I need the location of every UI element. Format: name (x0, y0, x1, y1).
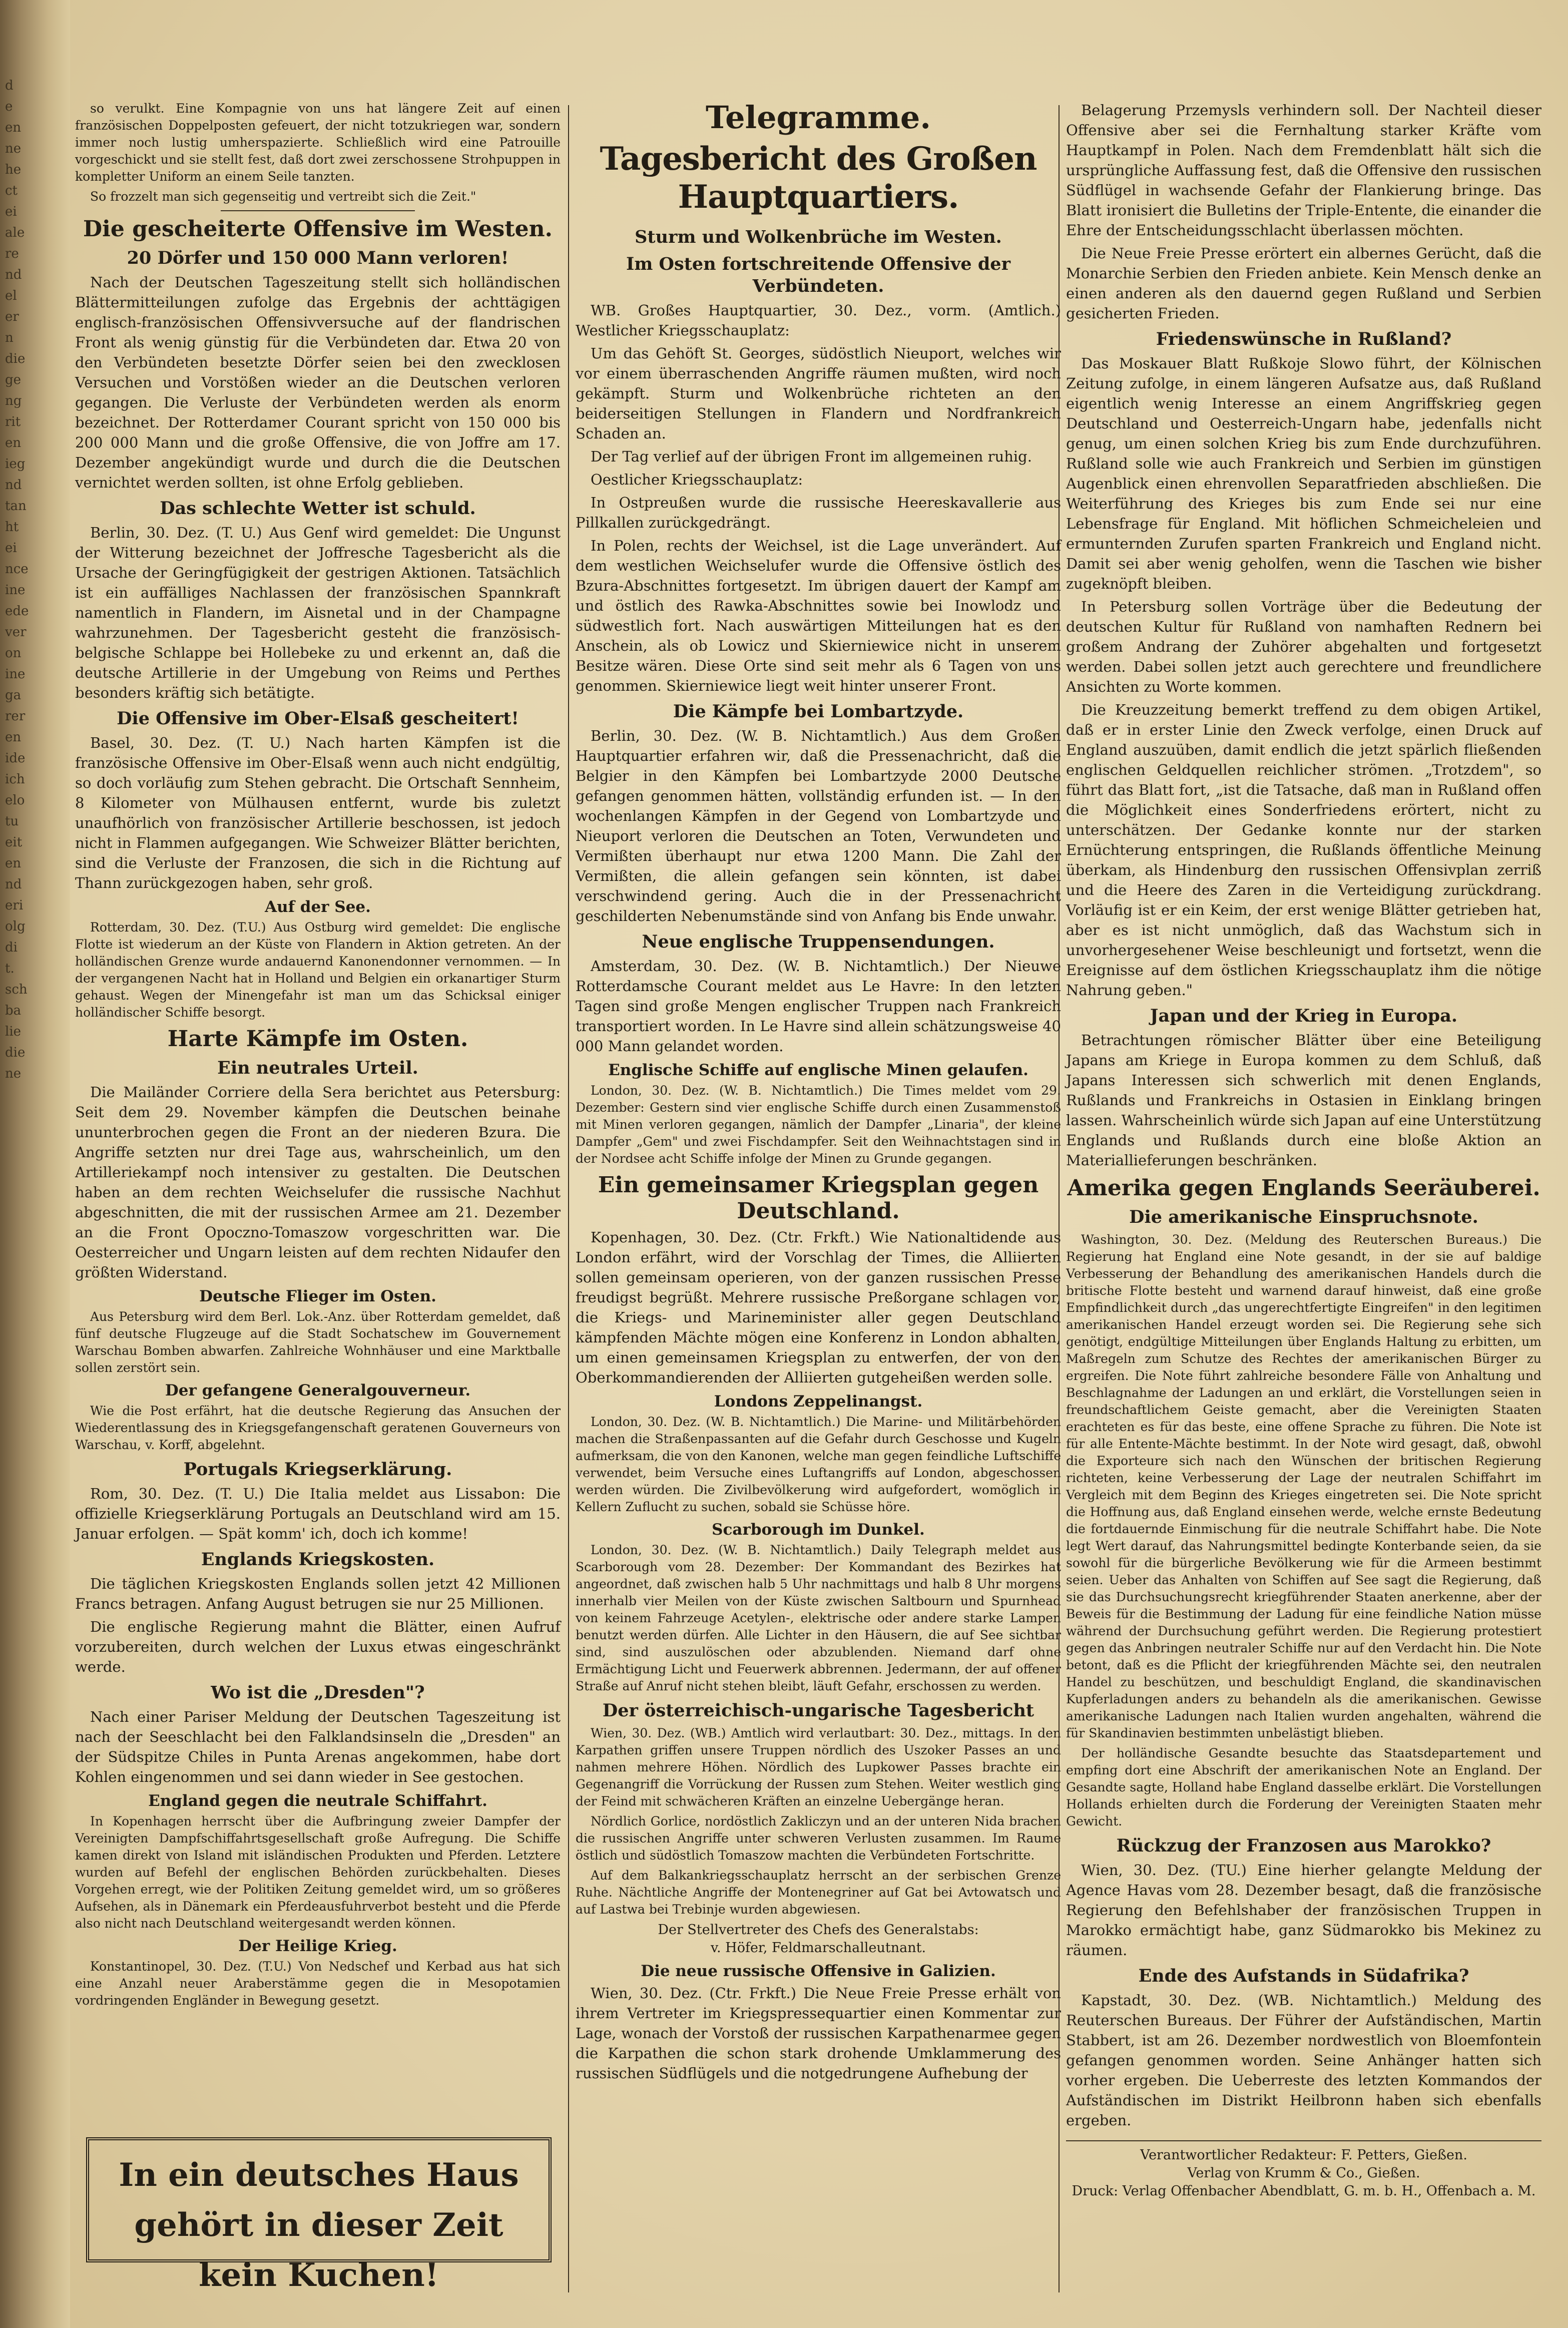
headline-troops: Neue englische Truppensendungen. (642, 932, 995, 952)
edge-fragment: er (5, 309, 19, 324)
edge-fragment: die (5, 351, 26, 366)
separator (221, 210, 415, 211)
article-text: Die Neue Freie Presse erörtert ein albernes Gerücht, daß die Monarchie Serbien den Frieden anbiete. Kein Mensch denke an einen anderen als den dauernd gegen Rußland und Serbien gesicherten Frieden. (1066, 245, 1541, 322)
report-title: Tagesbericht des Großen Hauptquartiers. (600, 140, 1037, 216)
edge-fragment: die (5, 1045, 26, 1060)
headline-holy-war: Der Heilige Krieg. (238, 1937, 397, 1955)
article-text: In Ostpreußen wurde die russische Heereskavallerie aus Pillkallen zurückgedrängt. (576, 494, 1061, 531)
headline-dresden: Wo ist die „Dresden"? (211, 1682, 425, 1703)
edge-fragment: ne (5, 141, 22, 156)
edge-fragment: ei (5, 204, 17, 219)
article-text: In Kopenhagen herrscht über die Aufbringung zweier Dampfer der Vereinigten Dampfschiffahrtsgesellschaft große Aufregung. Die Schiffe kamen direkt von Island mit isländischen Produkten und Pferden. Letztere wurden auf Befehl der englischen Behörden zurückbehalten. Dieses Vorgehen erregt, wie der Politiken Zeitung gemeldet wird, um so größeres Aufsehen, als in Dänemark ein Pferdeausfuhrverbot besteht und die Pferde also nicht nach Deutschland weitergesandt werden können. (75, 1814, 561, 1931)
edge-fragment: tan (5, 499, 27, 514)
headline-portugal: Portugals Kriegserklärung. (183, 1459, 452, 1480)
headline-peace-russia: Friedenswünsche in Rußland? (1156, 329, 1452, 349)
article-text: Rotterdam, 30. Dez. (T.U.) Aus Ostburg wird gemeldet: Die englische Flotte ist wiederum an der Küste von Flandern in Aktion getreten. An der holländischen Grenze wurde andauernd Kanonendonner vernommen. — In der vergangenen Nacht hat in Holland und Belgien ein orkanartiger Sturm gehaust. Wegen der Minengefahr ist man um das Schicksal einiger holländischer Schiffe besorgt. (75, 920, 561, 1020)
edge-fragment: di (5, 940, 18, 955)
edge-fragment: nd (5, 877, 22, 892)
edge-fragment: ng (5, 393, 22, 408)
headline-austria-report: Der österreichisch-ungarische Tagesbericht (602, 1700, 1034, 1721)
edge-fragment: ide (5, 751, 26, 766)
subheadline-offensive-east: Im Osten fortschreitende Offensive der Verbündeten. (626, 254, 1011, 296)
previous-page-edge-text (5, 75, 53, 2302)
headline-zeppelin: Londons Zeppelinangst. (714, 1392, 923, 1411)
edge-fragment: ine (5, 667, 26, 682)
article-text: Berlin, 30. Dez. (W. B. Nichtamtlich.) Aus dem Großen Hauptquartier erfahren wir, daß die Pressenachricht, daß die Belgier in den Kämpfen bei Lombartzyde 2000 Deutsche gefangen genommen hätten, vollständig erfunden ist. — In den wochenlangen Kämpfen in der Gegend von Lombartzyde und Nieuport verloren die Deutschen an Toten, Verwundeten und Vermißten überhaupt nur etwa 1200 Mann. Die Zahl der Vermißten, die allein gefangen sein könnten, ist dabei verschwindend gering. Auch die in der Pressenachricht geschilderten Nebenumstände sind von Anfang bis Ende unwahr. (576, 727, 1061, 924)
edge-fragment: ede (5, 604, 29, 619)
article-text: Basel, 30. Dez. (T. U.) Nach harten Kämpfen ist die französische Offensive im Ober-Elsaß wenn auch nicht endgültig, so doch vorläufig zum Stehen gebracht. Die Ortschaft Sennheim, 8 Kilometer von Mülhausen entfernt, wurde bis zuletzt unaufhörlich von französischer Artillerie beschossen, ist jedoch nicht in Flammen aufgegangen. Wie Schweizer Blätter berichten, sind die Verluste der Franzosen, die sich in die Richtung auf Thann zurückgezogen haben, sehr groß. (75, 734, 561, 891)
edge-fragment: n (5, 330, 14, 345)
article-text: London, 30. Dez. (W. B. Nichtamtlich.) Die Times meldet vom 29. Dezember: Gestern sind vier englische Schiffe durch einen Zusammenstoß mit Minen verloren gegangen, nämlich der Dampfer „Linaria", der kleine Dampfer „Gem" und zwei Fischdampfer. Seit den Weihnachtstagen sind in der Nordsee acht Schiffe infolge der Minen zu Grunde gegangen. (576, 1083, 1061, 1166)
edge-fragment: en (5, 435, 22, 450)
signature-name: v. Höfer, Feldmarschalleutnant. (710, 1940, 926, 1956)
headline-flyers: Deutsche Flieger im Osten. (199, 1287, 436, 1305)
subheadline-storm: Sturm und Wolkenbrüche im Westen. (635, 227, 1002, 247)
edge-fragment: t. (5, 961, 15, 976)
article-text: Die Mailänder Corriere della Sera berichtet aus Petersburg: Seit dem 29. November kämpfen die Deutschen beinahe ununterbrochen gegen die Front an der niederen Bzura. Die Angriffe setzten nur drei Tage aus, wahrscheinlich, um den Artilleriekampf noch intensiver zu gestalten. Die Deutschen haben an dem rechten Weichselufer die russische Nachhut abgeschnitten, die mit der russischen Armee am 21. Dezember an die Front Opoczno-Tomaszow vorgeschritten war. Die Oesterreicher und Ungarn leisten auf dem rechten Nidaufer den größten Widerstand. (75, 1084, 561, 1281)
edge-fragment: ga (5, 688, 22, 703)
edge-fragment: d (5, 78, 14, 93)
article-text: Die täglichen Kriegskosten Englands sollen jetzt 42 Millionen Francs betragen. Anfang August betrugen sie nur 25 Millionen. (75, 1575, 561, 1612)
imprint-editor: Verantwortlicher Redakteur: F. Petters, Gießen. (1140, 2147, 1467, 2163)
edge-fragment: en (5, 120, 22, 135)
headline-mines: Englische Schiffe auf englische Minen gelaufen. (608, 1061, 1028, 1079)
edge-fragment: olg (5, 919, 26, 934)
edge-fragment: en (5, 730, 22, 745)
article-text: London, 30. Dez. (W. B. Nichtamtlich.) Die Marine- und Militärbehörden machen die Straßenpassanten auf die Gefahr durch Geschosse und Kugeln aufmerksam, die von den Kanonen, welche man gegen feindliche Luftschiffe verwendet, beim Versuche eines Luftangriffs auf London, abgeschossen werden würden. Die Zivilbevölkerung wird aufgefordert, womöglich in Kellern Zuflucht zu suchen, sobald sie Schüsse höre. (576, 1415, 1061, 1514)
edge-fragment: re (5, 246, 19, 261)
edge-fragment: ge (5, 372, 22, 387)
headline-shipping: England gegen die neutrale Schiffahrt. (148, 1792, 487, 1810)
article-text: Kapstadt, 30. Dez. (WB. Nichtamtlich.) Meldung des Reuterschen Bureaus. Der Führer der Aufständischen, Martin Stabbert, ist am 26. Dezember nordwestlich von Bloemfontein gefangen genommen worden. Seine Anhänger hatten sich vorher ergeben. Die Ueberreste des letzten Kommandos der Aufständischen im Distrikt Heilbronn haben sich ebenfalls ergeben. (1066, 1992, 1541, 2129)
headline-galicia: Die neue russische Offensive in Galizien. (641, 1962, 996, 1980)
article-text: Oestlicher Kriegsschauplatz: (591, 471, 803, 488)
headline-east: Harte Kämpfe im Osten. (167, 1026, 468, 1052)
edge-fragment: elo (5, 793, 25, 808)
edge-fragment: eri (5, 898, 24, 913)
article-text: Nach der Deutschen Tageszeitung stellt sich holländischen Blättermitteilungen zufolge das Ergebnis der achttägigen englisch-französischen Offensivversuche auf der flandrischen Front als wenig günstig für die Verbündeten dar. Etwa 20 von den Verbündeten besetzte Dörfer seien bei den zwecklosen Versuchen und Vorstößen wieder an die Deutschen verloren gegangen. Die Verluste der Verbündeten werden als enorm bezeichnet. Der Rotterdamer Courant spricht von 150 000 bis 200 000 Mann und die große Offensive, die von Joffre am 17. Dezember angekündigt wurde und durch die die Deutschen vernichtet werden sollten, ist ohne Erfolg geblieben. (75, 274, 561, 491)
article-text: Wien, 30. Dez. (WB.) Amtlich wird verlautbart: 30. Dez., mittags. In den Karpathen griffen unsere Truppen nördlich des Uszoker Passes an und nahmen mehrere Höhen. Nördlich des Lupkower Passes brachte ein Gegenangriff die Vorrückung der Russen zum Stehen. Weiter westlich ging der Feind mit schwächeren Kräften an einzelne Uebergänge heran. (576, 1726, 1061, 1808)
column-1 (75, 100, 561, 2012)
article-text: Nördlich Gorlice, nordöstlich Zakliczyn und an der unteren Nida brachen die russischen Angriffe unter schweren Verlusten zusammen. Im Raume östlich und südöstlich Tomaszow machten die Verbündeten Fortschritte. (576, 1814, 1061, 1863)
article-text: Wien, 30. Dez. (Ctr. Frkft.) Die Neue Freie Presse erhält von ihrem Vertreter im Kriegspressequartier einen Kommentar zur Lage, wonach der Vorstoß der russischen Karpathenarmee gegen die Karpathen die schon stark drohende Umklammerung des russischen Südflügels und die notgedrungene Aufhebung der (576, 1985, 1061, 2082)
edge-fragment: ct (5, 183, 18, 198)
edge-fragment: ale (5, 225, 25, 240)
article-text: Rom, 30. Dez. (T. U.) Die Italia meldet aus Lissabon: Die offizielle Kriegserklärung Portugals an Deutschland wird am 15. Januar erfolgen. — Spät komm' ich, doch ich komme! (75, 1485, 561, 1542)
boxed-notice: In ein deutsches Haus gehört in dieser Zeit kein Kuchen! (86, 2137, 552, 2262)
edge-fragment: eit (5, 835, 23, 850)
binding-edge (0, 0, 70, 2328)
article-text: Um das Gehöft St. Georges, südöstlich Nieuport, welches wir vor einem überraschenden Angriffe räumen mußten, wird noch gekämpft. Sturm und Wolkenbrüche richteten an den beiderseitigen Stellungen in Flandern und Nordfrankreich Schaden an. (576, 345, 1061, 442)
headline-america: Amerika gegen Englands Seeräuberei. (1067, 1175, 1540, 1201)
subheadline-note: Die amerikanische Einspruchsnote. (1129, 1207, 1478, 1227)
article-text: London, 30. Dez. (W. B. Nichtamtlich.) Daily Telegraph meldet aus Scarborough vom 28. Dezember: Der Kommandant des Bezirkes hat angeordnet, daß zwischen halb 5 Uhr nachmittags und halb 8 Uhr morgens innerhalb vier Meilen von der Küste zwischen Saltbourn und Spurnhead von keinem Fahrzeuge Acetylen-, elektrische oder andere starke Lampen benutzt werden dürfen. Alle Lichter in den Häusern, die auf See sichtbar sind, sind auszulöschen oder abzublenden. Niemand darf ohne Ermächtigung Licht und Feuerwerk abbrennen. Jedermann, der auf offener Straße auf Anruf nicht stehen bleibt, läuft Gefahr, erschossen zu werden. (576, 1543, 1061, 1693)
article-text: Wie die Post erfährt, hat die deutsche Regierung das Ansuchen der Wiederentlassung des in Kriegsgefangenschaft geratenen Gouverneurs von Warschau, v. Korff, abgelehnt. (75, 1404, 561, 1452)
headline-alsace: Die Offensive im Ober-Elsaß gescheitert! (117, 708, 519, 729)
imprint-publisher: Verlag von Krumm & Co., Gießen. (1187, 2165, 1420, 2181)
edge-fragment: he (5, 162, 22, 177)
column-rule-1 (568, 105, 569, 2292)
column-2 (576, 100, 1061, 2086)
article-text: Aus Petersburg wird dem Berl. Lok.-Anz. über Rotterdam gemeldet, daß fünf deutsche Flugzeuge auf die Stadt Sochatschew im Gouvernement Warschau Bomben abwarfen. Zahlreiche Wohnhäuser und eine Marktballe sollen zerstört sein. (75, 1309, 561, 1375)
headline-war-plan: Ein gemeinsamer Kriegsplan gegen Deutschland. (598, 1172, 1039, 1224)
edge-fragment: sch (5, 982, 28, 997)
column-3 (1066, 100, 1541, 2200)
edge-fragment: en (5, 856, 22, 871)
article-text: Washington, 30. Dez. (Meldung des Reuterschen Bureaus.) Die Regierung hat England eine Note gesandt, in der sie auf baldige Verbesserung der Behandlung des amerikanischen Handels durch die britische Flotte besteht und warnend darauf hinweist, daß eine große Empfindlichkeit durch „das ungerechtfertigte Eingreifen" in den legitimen amerikanischen Handel erzeugt worden sei. Die Regierung sehe sich genötigt, endgültige Mitteilungen über Englands Haltung zu erbitten, um Maßregeln zum Schutze des Rechtes der amerikanischen Bürger zu ergreifen. Die Note führt zahlreiche besondere Fälle von Anhaltung und Beschlagnahme der Ladungen an und erklärt, die Vorstellungen seien in freundschaftlichem Geiste gemacht, aber die Vereinigten Staaten erachteten es für das beste, eine offene Sprache zu führen. Die Note ist für alle Entente-Mächte bestimmt. In der Note wird gesagt, daß, obwohl die Exporteure sich nach den Wünschen der britischen Regierung richteten, keine Verbesserung der Lage der neutralen Schiffahrt im Vergleich mit dem Beginn des Krieges eingetreten sei. Die Note spricht die Hoffnung aus, daß England einsehen werde, welche ernste Bedeutung die fortdauernde Einmischung für die neutrale Schiffahrt habe. Die Note legt Wert darauf, das Nahrungsmittel bedingte Konterbande seien, da sie sowohl für die bürgerliche Bevölkerung wie für die Armeen bestimmt seien. Ueber das Anhalten von Schiffen auf See sagt die Regierung, daß sie das Durchsuchungsrecht kriegführender Staaten anerkenne, aber der Beweis für die Bestimmung der Ladung für eine feindliche Nation müsse während der Durchsuchung geführt werden. Die Regierung protestiert gegen das Anbringen neutraler Schiffe nur auf den Verdacht hin. Die Note betont, daß es die Pflicht der kriegführenden Mächte sei, den neutralen Handel zu beschützen, und beschuldigt England, die skandinavischen Kupferladungen anders zu behandeln als die amerikanischen. Gewisse amerikanische Ladungen nach Italien wurden angehalten, während die für Skandinavien bestimmten unbelästigt blieben. (1066, 1232, 1541, 1740)
article-text: Belagerung Przemysls verhindern soll. Der Nachteil dieser Offensive aber sei die Fernhaltung starker Kräfte vom Hauptkampf in Polen. Nach dem Fremdenblatt hält sich die ursprüngliche Auffassung fest, daß die Offensive den russischen Südflügel in wachsende Gefahr der Flankierung bringe. Das Blatt ironisiert die Bulletins der Triple-Entente, die einander die Ehre der Entscheidungsschlacht überlassen möchten. (1066, 102, 1541, 239)
headline-scarborough: Scarborough im Dunkel. (712, 1521, 925, 1539)
edge-fragment: ei (5, 541, 17, 556)
edge-fragment: ne (5, 1066, 22, 1081)
headline-weather: Das schlechte Wetter ist schuld. (160, 498, 476, 519)
article-text: In Polen, rechts der Weichsel, ist die Lage unverändert. Auf dem westlichen Weichselufer wurde die Offensive östlich des Bzura-Abschnittes fortgesetzt. Im übrigen dauert der Kampf am und östlich des Rawka-Abschnittes sowie bei Inowlodz und südwestlich fort. Nach auswärtigen Mitteilungen hat es den Anschein, als ob Lowicz und Skierniewice nicht in unserem Besitze wären. Diese Orte sind seit mehr als 6 Tagen von uns genommen. Skierniewice liegt weit hinter unserer Front. (576, 537, 1061, 694)
headline-lombartzyde: Die Kämpfe bei Lombartzyde. (673, 701, 964, 722)
edge-fragment: ba (5, 1003, 22, 1018)
article-text: Betrachtungen römischer Blätter über eine Beteiligung Japans am Kriege in Europa kommen zu dem Schluß, daß Japans Interessen sich schwerlich mit denen Englands, Rußlands und Frankreichs in Ostasien in Einklang bringen lassen. Wahrscheinlich würde sich Japan auf eine Unterstützung Englands und Rußlands durch eine bloße Aktion an Materiallieferungen beschränken. (1066, 1032, 1541, 1169)
article-text: Die Kreuzzeitung bemerkt treffend zu dem obigen Artikel, daß er in erster Linie den Zweck verfolge, einen Druck auf England auszuüben, damit endlich die jetzt spärlich fließenden englischen Geldquellen reichlicher strömen. „Trotzdem", so führt das Blatt fort, „ist die Tatsache, daß man in Rußland offen die Möglichkeit eines Sonderfriedens erörtert, nicht zu unterschätzen. Der Gedanke konnte nur der starken Ernüchterung entspringen, die Rußlands öffentliche Meinung überkam, als Hindenburg den russischen Offensivplan zerriß und die Heere des Zaren in die Verteidigung zurückdrang. Vorläufig ist er ein Keim, der erst wenige Blätter getrieben hat, aber es ist nicht unmöglich, daß das Wachstum sich in unvorhergesehener Weise beschleunigt und fortsetzt, wenn die Ereignisse auf dem östlichen Kriegsschauplatz ihm die nötige Nahrung geben." (1066, 701, 1541, 999)
edge-fragment: nd (5, 478, 22, 493)
edge-fragment: nd (5, 267, 22, 282)
edge-fragment: rit (5, 414, 21, 429)
edge-fragment: rer (5, 709, 26, 724)
article-text: Das Moskauer Blatt Rußkoje Slowo führt, der Kölnischen Zeitung zufolge, in einem längeren Aufsatze aus, daß Rußland eigentlich wenig Interesse an einem Angriffskrieg gegen Deutschland und Oesterreich-Ungarn habe, jedenfalls nicht genug, um einen solchen Krieg bis zum Ende durchzuführen. Rußland solle wie auch Frankreich und Serbien im günstigen Augenblick einen ehrenvollen Separatfrieden abschließen. Die Weiterführung des Krieges bis zum Ende sei nur eine Lebensfrage für England. Mit höflichen Schmeicheleien und ermunternden Zurufen sparten Frankreich und England nicht. Damit sei aber wenig geholfen, wenn die Taschen wie bisher zugeknöpft bleiben. (1066, 355, 1541, 592)
edge-fragment: tu (5, 814, 19, 829)
article-text: In Petersburg sollen Vorträge über die Bedeutung der deutschen Kultur für Rußland von namhaften Rednern bei großem Andrang der Zuhörer abgehalten und fortgesetzt werden. Dabei sollen jetzt auch gerechtere und freundlichere Ansichten zu Worte kommen. (1066, 598, 1541, 695)
article-text: Die englische Regierung mahnt die Blätter, einen Aufruf vorzubereiten, durch welchen der Luxus etwas eingeschränkt werde. (75, 1618, 561, 1675)
edge-fragment: ich (5, 772, 25, 787)
imprint-printer: Druck: Verlag Offenbacher Abendblatt, G. m. b. H., Offenbach a. M. (1072, 2183, 1536, 2199)
edge-fragment: lie (5, 1024, 22, 1039)
subheadline-villages: 20 Dörfer und 150 000 Mann verloren! (127, 248, 509, 268)
subheadline-neutral: Ein neutrales Urteil. (217, 1058, 418, 1078)
section-masthead: Telegramme. (706, 99, 931, 136)
headline-morocco: Rückzug der Franzosen aus Marokko? (1116, 1835, 1491, 1856)
edge-fragment: ver (5, 625, 27, 640)
article-text: Wien, 30. Dez. (TU.) Eine hierher gelangte Meldung der Agence Havas vom 28. Dezember besagt, daß die französische Regierung den Befehlshaber der französischen Truppen in Marokko ermächtigt habe, ganz Südmarokko bis Mekinez zu räumen. (1066, 1861, 1541, 1959)
headline-offensive-west: Die gescheiterte Offensive im Westen. (83, 216, 553, 242)
article-text: Der holländische Gesandte besuchte das Staatsdepartement und empfing dort eine Abschrift der amerikanischen Note an England. Der Gesandte sagte, Holland habe England dasselbe erklärt. Die Vorstellungen Hollands erhielten durch die Forderung der Vereinigten Staaten mehr Gewicht. (1066, 1746, 1541, 1828)
edge-fragment: ieg (5, 456, 26, 472)
article-text: Berlin, 30. Dez. (T. U.) Aus Genf wird gemeldet: Die Ungunst der Witterung bezeichnet der Joffresche Tagesbericht als die Ursache der Geringfügigkeit der gestrigen Aktionen. Tatsächlich ist ein auffälliges Nachlassen der französischen Spannkraft namentlich in Flandern, im Aisnetal und in der Champagne wahrzunehmen. Der Tagesbericht gesteht die französisch-belgische Schlappe bei Hollebeke zu und erkennt an, daß die deutsche Artillerie in der Umgebung von Reims und Perthes besonders kräftig sich betätigte. (75, 524, 561, 701)
article-text: Nach einer Pariser Meldung der Deutschen Tageszeitung ist nach der Seeschlacht bei den Falklandsinseln die „Dresden" an der Südspitze Chiles in Punta Arenas angekommen, habe dort Kohlen eingenommen und sei dann wieder in See gestochen. (75, 1708, 561, 1785)
article-text: Auf dem Balkankriegsschauplatz herrscht an der serbischen Grenze Ruhe. Nächtliche Angriffe der Montenegriner auf Gat bei Avtowatsch und auf Lastwa bei Trebinje wurden abgewiesen. (576, 1868, 1061, 1917)
headline-war-costs: Englands Kriegskosten. (201, 1549, 435, 1570)
headline-governor: Der gefangene Generalgouverneur. (165, 1381, 471, 1400)
signature-line: Der Stellvertreter des Chefs des Generalstabs: (658, 1922, 979, 1938)
edge-fragment: ine (5, 583, 26, 598)
edge-fragment: e (5, 99, 13, 114)
edge-fragment: el (5, 288, 17, 303)
headline-japan: Japan und der Krieg in Europa. (1150, 1006, 1458, 1026)
article-text: Kopenhagen, 30. Dez. (Ctr. Frkft.) Wie Nationaltidende aus London erfährt, wird der Vorschlag der Times, die Alliierten sollen gemeinsam operieren, von der ganzen russischen Presse freudigst begrüßt. Mehrere russische Preßorgane schlagen vor, die Kriegs- und Marineminister aller gegen Deutschland kämpfenden Mächte mögen eine Konferenz in London abhalten, um einen gemeinsamen Kriegsplan zu entwerfen, der von den Oberkommandierenden der Alliierten gutgeheißen werden solle. (576, 1229, 1061, 1386)
article-text: WB. Großes Hauptquartier, 30. Dez., vorm. (Amtlich.) Westlicher Kriegsschauplatz: (576, 302, 1061, 339)
article-text: Amsterdam, 30. Dez. (W. B. Nichtamtlich.) Der Nieuwe Rotterdamsche Courant meldet aus Le Havre: In den letzten Tagen sind große Mengen englischer Truppen nach Frankreich transportiert worden. In Le Havre sind allein schätzungsweise 40 000 Mann gelandet worden. (576, 958, 1061, 1055)
edge-fragment: nce (5, 562, 29, 577)
headline-south-africa: Ende des Aufstands in Südafrika? (1138, 1966, 1469, 1986)
intro-text-2: So frozzelt man sich gegenseitig und vertreibt sich die Zeit." (90, 189, 476, 204)
imprint (1066, 2140, 1541, 2200)
intro-text: so verulkt. Eine Kompagnie von uns hat längere Zeit auf einen französischen Doppelposten gefeuert, der nicht totzukriegen war, sondern immer noch lustig umherspazierte. Schließlich wird eine Patrouille vorgeschickt und sie stellt fest, daß dort zwei zerschossene Strohpuppen in kompletter Uniform an einem Seile tanzten. (75, 101, 561, 184)
headline-sea: Auf der See. (265, 898, 371, 916)
article-text: Konstantinopel, 30. Dez. (T.U.) Von Nedschef und Kerbad aus hat sich eine Anzahl neuer Araberstämme gegen die in Mesopotamien vordringenden Engländer in Bewegung gesetzt. (75, 1959, 561, 2008)
edge-fragment: ht (5, 520, 19, 535)
edge-fragment: on (5, 646, 22, 661)
article-text: Der Tag verlief auf der übrigen Front im allgemeinen ruhig. (591, 448, 1032, 465)
